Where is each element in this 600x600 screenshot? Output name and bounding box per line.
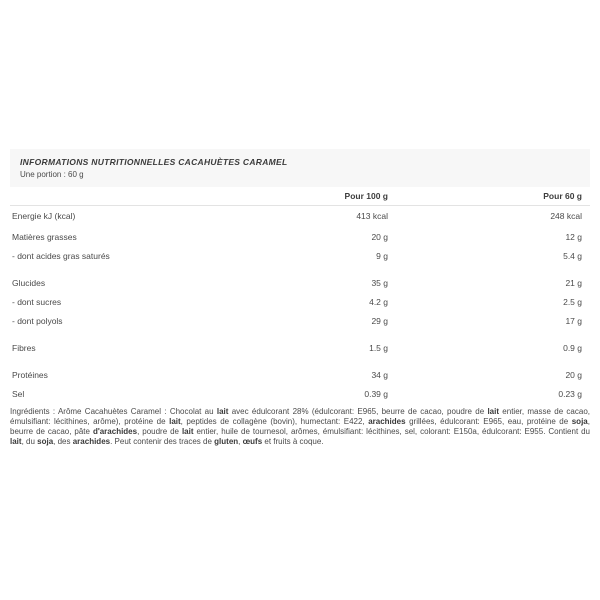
value-per-100g: 9 g xyxy=(376,250,388,261)
allergen-bold-text: arachides xyxy=(368,417,406,426)
ingredients-paragraph xyxy=(10,407,590,447)
table-row xyxy=(10,311,590,330)
value-per-60g: 0.9 g xyxy=(563,342,582,353)
table-header-row xyxy=(10,187,590,206)
table-row xyxy=(10,338,590,357)
nutrient-label: Glucides xyxy=(12,277,46,288)
column-header-per-100g: Pour 100 g xyxy=(344,191,388,201)
ingredient-text: , des xyxy=(53,437,73,446)
ingredient-text: Ingrédients : Arôme Cacahuètes Caramel : Chocolat au xyxy=(10,407,217,416)
nutrient-label: Energie kJ (kcal) xyxy=(12,210,76,221)
value-per-100g: 4.2 g xyxy=(369,296,388,307)
ingredient-text: , beurre de cacao, pâte xyxy=(10,417,590,436)
nutrient-label: Fibres xyxy=(12,342,36,353)
allergen-bold-text: soja xyxy=(571,417,588,426)
nutrition-table-body xyxy=(10,206,590,403)
table-row xyxy=(10,206,590,225)
ingredient-text: , peptides de collagène (bovin), humectant: E422, xyxy=(180,417,369,426)
allergen-bold-text: lait xyxy=(487,407,500,416)
value-per-60g: 17 g xyxy=(565,315,582,326)
value-per-60g: 20 g xyxy=(565,369,582,380)
value-per-60g: 12 g xyxy=(565,231,582,242)
table-row xyxy=(10,365,590,384)
ingredient-text: , poudre de xyxy=(137,427,182,436)
allergen-bold-text: lait xyxy=(216,407,229,416)
value-per-60g: 0.23 g xyxy=(558,388,582,399)
allergen-bold-text: œufs xyxy=(242,437,263,446)
allergen-bold-text: gluten xyxy=(214,437,239,446)
allergen-bold-text: soja xyxy=(37,437,54,446)
value-per-100g: 413 kcal xyxy=(356,210,388,221)
ingredient-text: , du xyxy=(21,437,38,446)
table-row xyxy=(10,246,590,265)
nutrient-label: - dont sucres xyxy=(12,296,62,307)
ingredient-text: grillées, édulcorant: E965, eau, protéine de xyxy=(405,417,572,426)
ingredient-text: entier, masse de cacao, émulsifiant: lécithines, arôme), protéine de xyxy=(10,407,590,426)
allergen-bold-text: lait xyxy=(169,417,181,426)
value-per-100g: 34 g xyxy=(371,369,388,380)
value-per-60g: 21 g xyxy=(565,277,582,288)
allergen-bold-text: arachides xyxy=(72,437,111,446)
nutrient-label: - dont polyols xyxy=(12,315,63,326)
nutrient-label: Protéines xyxy=(12,369,48,380)
nutrition-panel xyxy=(10,149,590,455)
nutrient-label: - dont acides gras saturés xyxy=(12,250,110,261)
nutrition-table xyxy=(10,187,590,403)
value-per-100g: 20 g xyxy=(371,231,388,242)
column-header-per-60g: Pour 60 g xyxy=(543,191,582,201)
ingredient-text: et fruits à coque. xyxy=(262,437,324,446)
ingredient-text: . Peut contenir des traces de xyxy=(110,437,215,446)
table-row xyxy=(10,227,590,246)
allergen-bold-text: lait xyxy=(10,437,22,446)
value-per-60g: 248 kcal xyxy=(550,210,582,221)
ingredient-text: avec édulcorant 28% (édulcorant: E965, beurre de cacao, poudre de xyxy=(228,407,488,416)
value-per-60g: 5.4 g xyxy=(563,250,582,261)
portion-size: Une portion : 60 g xyxy=(20,170,84,179)
value-per-100g: 29 g xyxy=(371,315,388,326)
value-per-100g: 1.5 g xyxy=(369,342,388,353)
allergen-bold-text: lait xyxy=(181,427,194,436)
table-row xyxy=(10,292,590,311)
value-per-100g: 0.39 g xyxy=(364,388,388,399)
nutrient-label: Sel xyxy=(12,388,25,399)
nutrition-header xyxy=(10,149,590,187)
ingredient-text: entier, huile de tournesol, arômes, émulsifiant: lécithines, sel, colorant: E150a, édulcorant: E955. Contient du xyxy=(193,427,591,436)
allergen-bold-text: d'arachides xyxy=(92,427,138,436)
value-per-60g: 2.5 g xyxy=(563,296,582,307)
nutrient-label: Matières grasses xyxy=(12,231,77,242)
table-row xyxy=(10,384,590,403)
table-row xyxy=(10,273,590,292)
value-per-100g: 35 g xyxy=(371,277,388,288)
ingredient-text: , xyxy=(238,437,243,446)
nutrition-title: INFORMATIONS NUTRITIONNELLES CACAHUÈTES CARAMEL xyxy=(20,157,288,167)
